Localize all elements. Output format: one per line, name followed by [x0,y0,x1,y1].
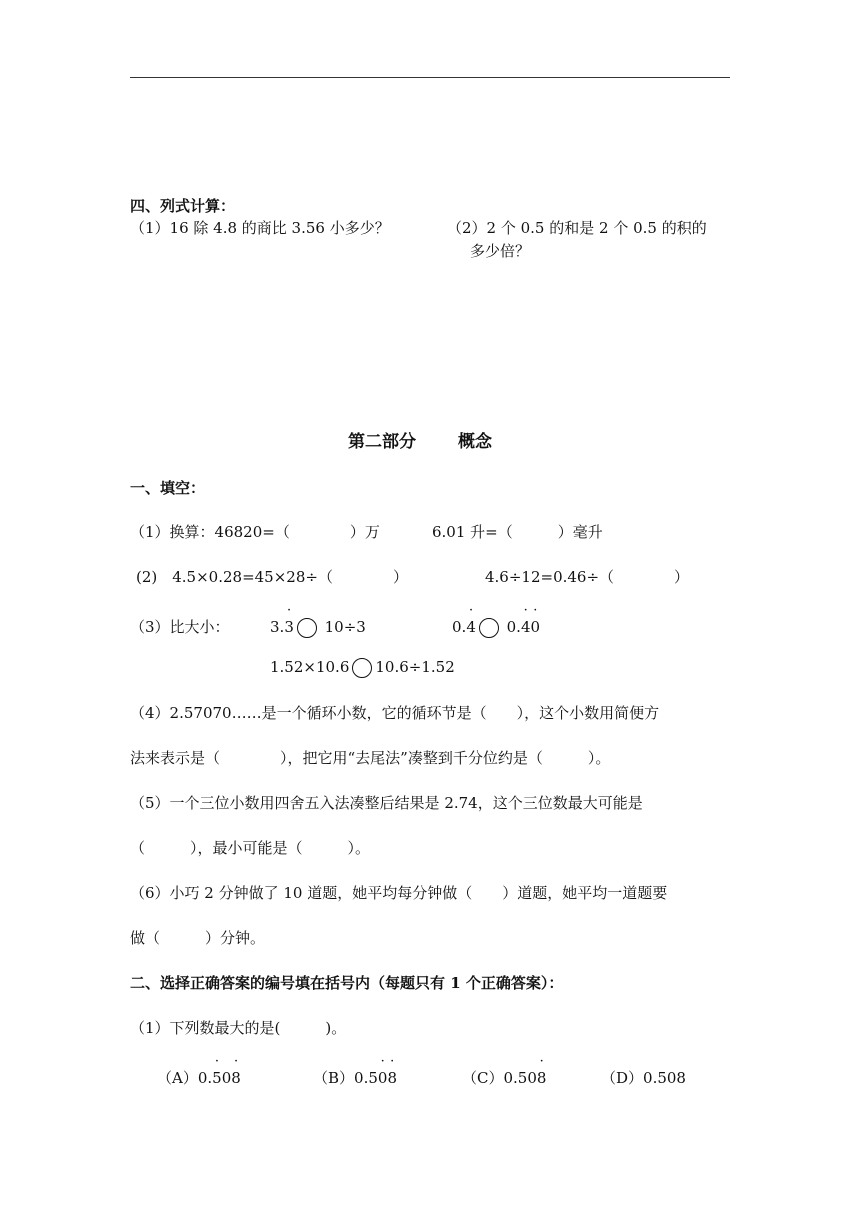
compare-b-right-repeating-digit-1: · 4 [521,617,531,637]
compare-b-left-repeating-digit: · 4 [466,617,476,637]
compare-circle-b[interactable] [479,618,499,638]
fill-q4-line1: （4）2.57070……是一个循环小数，它的循环节是（ ），这个小数用简便方 [130,704,660,722]
choice-q1: （1）下列数最大的是( )。 [130,1019,347,1037]
choice-option-b[interactable] [313,1068,397,1088]
option-a-digit-2: 0 [221,1069,232,1087]
compare-a-right: 10÷3 [324,618,366,636]
choice-option-a[interactable] [157,1068,241,1088]
compare-c-left: 1.52×10.6 [270,658,350,676]
option-c-digit-1: 5 [517,1069,528,1087]
compare-b-left-prefix: 0. [452,618,467,636]
compare-a [270,617,366,638]
option-c-label: （C）0. [462,1069,518,1087]
option-b-digit-3: · 8 [387,1068,397,1088]
compare-c-right: 10.6÷1.52 [375,658,455,676]
fill-q6-line1: （6）小巧 2 分钟做了 10 道题，她平均每分钟做（ ）道题，她平均一道题要 [130,884,668,902]
compare-c [270,657,455,678]
fill-q1-conversion: （1）换算：46820=（ ）万 [130,523,380,541]
choice-heading: 二、选择正确答案的编号填在括号内（每题只有 1 个正确答案）： [130,974,564,992]
option-b-label: （B）0. [313,1069,369,1087]
option-a-label: （A）0. [157,1069,213,1087]
option-d-label: （D）0.508 [601,1069,686,1087]
compare-a-left-prefix: 3. [270,618,285,636]
option-a-digit-3: · 8 [231,1068,241,1088]
header-rule [130,77,730,78]
compare-a-left-repeating-digit: · 3 [284,617,294,637]
section4-heading: 四、列式计算： [130,197,236,215]
fill-q6-line2: 做（ ）分钟。 [130,929,266,947]
choice-option-c[interactable] [462,1068,546,1088]
fill-q3-label: （3）比大小： [130,618,230,636]
fill-q1-liters: 6.01 升=（ ）毫升 [432,523,603,541]
option-c-digit-3: · 8 [537,1068,547,1088]
part2-title-a: 第二部分 [348,432,416,452]
option-c-digit-2: 0 [527,1069,537,1087]
option-b-digit-2: · 0 [378,1068,388,1088]
option-b-digit-1: 5 [368,1069,378,1087]
fill-q2-right: 4.6÷12=0.46÷（ ） [485,568,690,586]
compare-circle-a[interactable] [297,618,317,638]
section4-question-2-line2: 多少倍？ [470,242,531,260]
part2-title-b: 概念 [458,432,492,452]
fill-q5-line2: （ ），最小可能是（ ）。 [130,839,371,857]
option-a-digit-1: · 5 [212,1068,222,1088]
section4-question-1: （1）16 除 4.8 的商比 3.56 小多少？ [130,219,390,237]
fill-q4-line2: 法来表示是（ ），把它用“去尾法”凑整到千分位约是（ ）。 [130,749,611,767]
compare-b [452,617,540,638]
fill-q5-line1: （5）一个三位小数用四舍五入法凑整后结果是 2.74，这个三位数最大可能是 [130,794,643,812]
section4-question-2-line1: （2）2 个 0.5 的和是 2 个 0.5 的积的 [447,219,707,237]
fill-heading: 一、填空： [130,479,206,497]
choice-option-d[interactable] [601,1068,686,1088]
fill-q2-left: (2) 4.5×0.28=45×28÷（ ） [136,568,408,586]
compare-b-right-repeating-digit-2: · 0 [531,617,541,637]
compare-b-right-prefix: 0. [506,618,521,636]
part2-title [348,432,492,452]
compare-circle-c[interactable] [352,658,372,678]
